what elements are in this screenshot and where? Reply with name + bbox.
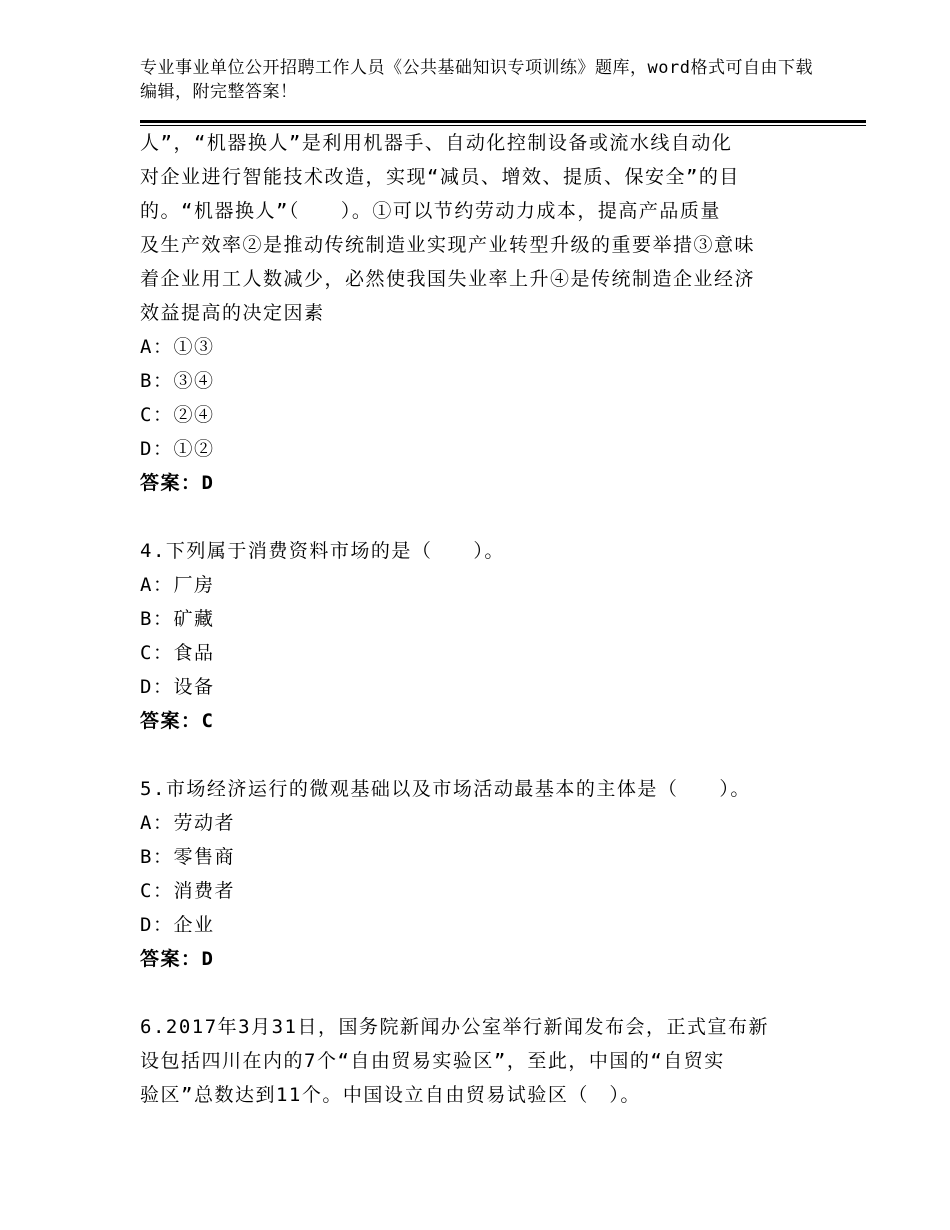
question-text-line: 着企业用工人数减少，必然使我国失业率上升④是传统制造企业经济 (140, 268, 756, 290)
spacer (140, 976, 810, 1010)
option-c: C：食品 (140, 642, 215, 664)
question-text-line: 人”，“机器换人”是利用机器手、自动化控制设备或流水线自动化 (140, 132, 733, 154)
question-4 (140, 534, 810, 738)
question-text-line: 的。“机器换人”（ ）。①可以节约劳动力成本，提高产品质量 (140, 200, 721, 222)
option-b: B：③④ (140, 370, 215, 392)
question-text: 5.市场经济运行的微观基础以及市场活动最基本的主体是（ ）。 (140, 778, 751, 800)
answer: 答案：C (140, 710, 215, 732)
option-c: C：消费者 (140, 880, 235, 902)
question-text-line: 设包括四川在内的7个“自由贸易实验区”，至此，中国的“自贸实 (140, 1050, 725, 1072)
question-text-line: 6.2017年3月31日，国务院新闻办公室举行新闻发布会，正式宣布新 (140, 1016, 769, 1038)
answer: 答案：D (140, 472, 215, 494)
option-a: A：厂房 (140, 574, 215, 596)
question-text-line: 效益提高的决定因素 (140, 302, 325, 324)
document-header: 专业事业单位公开招聘工作人员《公共基础知识专项训练》题库，word格式可自由下载编辑，附完整答案！ (140, 58, 813, 102)
question-text: 4.下列属于消费资料市场的是（ ）。 (140, 540, 505, 562)
spacer (140, 500, 810, 534)
question-5 (140, 772, 810, 976)
option-d: D：设备 (140, 676, 215, 698)
question-6 (140, 1010, 810, 1112)
answer: 答案：D (140, 948, 215, 970)
option-d: D：①② (140, 438, 215, 460)
question-text-line: 对企业进行智能技术改造，实现“减员、增效、提质、保安全”的目 (140, 166, 740, 188)
option-a: A：①③ (140, 336, 215, 358)
option-b: B：矿藏 (140, 608, 215, 630)
question-content (140, 126, 810, 1112)
question-3 (140, 126, 810, 500)
question-text-line: 及生产效率②是推动传统制造业实现产业转型升级的重要举措③意味 (140, 234, 756, 256)
header-rule-thick (140, 120, 866, 123)
option-c: C：②④ (140, 404, 215, 426)
option-b: B：零售商 (140, 846, 235, 868)
spacer (140, 738, 810, 772)
option-a: A：劳动者 (140, 812, 235, 834)
option-d: D：企业 (140, 914, 215, 936)
question-text-line: 验区”总数达到11个。中国设立自由贸易试验区（ ）。 (140, 1084, 641, 1106)
